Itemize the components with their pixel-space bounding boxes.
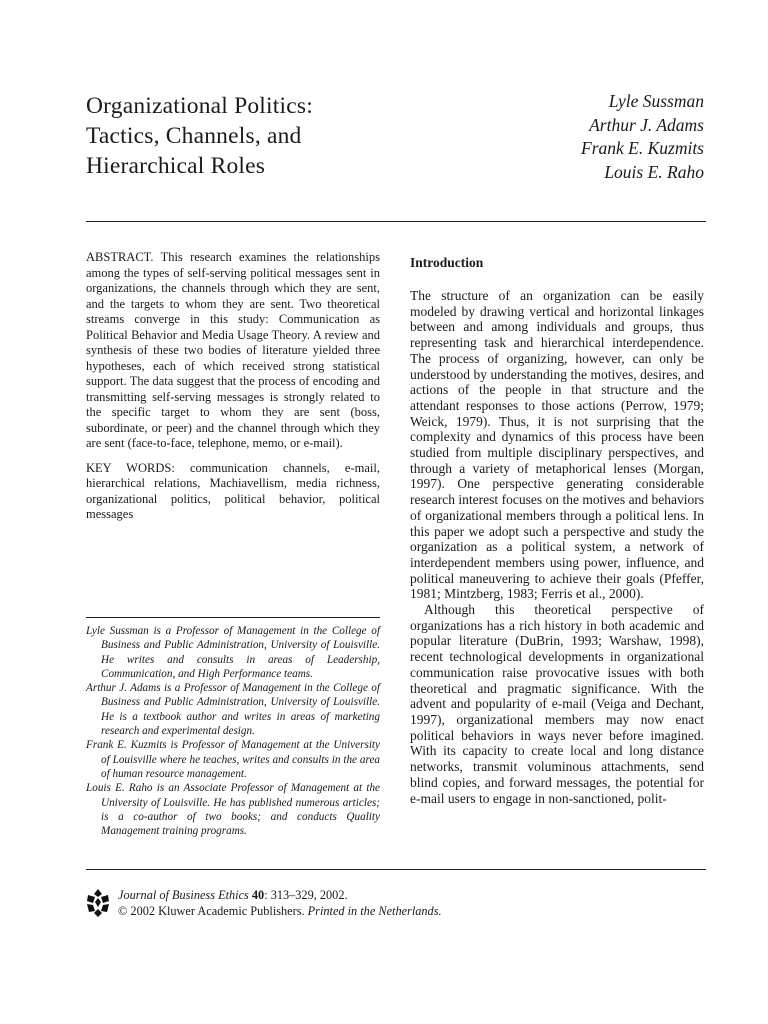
journal-footer xyxy=(86,886,706,926)
header-divider xyxy=(86,221,706,222)
footer-divider xyxy=(86,869,706,870)
introduction-section xyxy=(410,254,704,806)
kluwer-logo-icon xyxy=(86,888,110,918)
journal-name: Journal of Business Ethics xyxy=(118,888,249,902)
journal-volume: 40 xyxy=(251,888,265,902)
journal-citation xyxy=(118,888,442,919)
author-bios xyxy=(86,624,380,838)
author-name: Lyle Sussman xyxy=(608,91,704,111)
author-bio: Frank E. Kuzmits is Professor of Management at the University of Louisville where he teaches, writes and consults in the area of human resource management. xyxy=(86,739,380,780)
printed-text: Printed in the Netherlands. xyxy=(307,903,442,918)
article-title xyxy=(86,91,416,181)
copyright-text: © 2002 Kluwer Academic Publishers. xyxy=(118,903,305,918)
bio-divider xyxy=(86,617,380,618)
author-bio: Louis E. Raho is an Associate Professor of Management at the University of Louisville. He has published numerous articles; is a co-author of two books; and conducts Quality Management training programs. xyxy=(86,782,380,838)
author-name: Arthur J. Adams xyxy=(589,114,704,135)
author-name: Frank E. Kuzmits xyxy=(581,138,704,158)
keywords-text: KEY WORDS: communication channels, e-mail, hierarchical relations, Machiavellism, media richness, organizational politics, political behavior, political messages xyxy=(86,460,380,521)
title-line: Tactics, Channels, and xyxy=(86,123,302,149)
abstract-text: ABSTRACT. This research examines the relationships among the types of self-serving political messages sent in organizations, the channels through which they are sent, and the targets to whom they are sent. Two theoretical streams converge in this study: Communication as Political Behavior and Media Usage Theory. A review and synthesis of these two bodies of literature yielded three hypotheses, each of which received strong statistical support. The data suggest that the process of encoding and transmitting self-serving messages is strongly related to the specific target to whom they are sent (boss, subordinate, or peer) and the channel through which they are sent (face-to-face, telephone, memo, or e-mail). xyxy=(86,250,380,450)
body-paragraph: Although this theoretical perspective of organizations has a rich history in both academic and popular literature (DuBrin, 1993; Warshaw, 1998), recent technological developments in organizational communication raise provocative issues with both theoretical and pragmatic significance. With the advent and popularity of e-mail (Veiga and Dechant, 1997), organizational members may now enact political behaviors in ways never before imagined. With its capacity to create local and long distance networks, transmit voluminous attachments, send blind copies, and forward messages, the potential for e-mail users to engage in non-sanctioned, polit- xyxy=(410,602,704,806)
abstract-block xyxy=(86,250,380,532)
title-line: Hierarchical Roles xyxy=(86,153,266,179)
body-paragraph: The structure of an organization can be easily modeled by drawing vertical and horizontal linkages between and among individuals and groups, thus representing task and hierarchical interdependence. The process of organizing, however, can only be understood by understanding the motives, desires, and actions of the people in that structure and the attendant responses to those actions (Perrow, 1979; Weick, 1979). Thus, it is not surprising that the complexity and dynamics of this process have been studied from multiple disciplinary perspectives, and through a variety of metaphorical lenses (Morgan, 1997). One perspective generating considerable research interest focuses on the motives and behaviors of organizational members through a political lens. In this paper we adopt such a perspective and study the organization as a political system, a network of interdependent members using power, influence, and political maneuvering to achieve their goals (Pfeffer, 1981; Mintzberg, 1983; Ferris et al., 2000). xyxy=(410,288,704,602)
section-heading: Introduction xyxy=(410,255,484,270)
title-line: Organizational Politics: xyxy=(86,93,313,119)
journal-pages: : 313–329, 2002. xyxy=(264,888,348,902)
author-name: Louis E. Raho xyxy=(604,161,704,182)
author-bio: Lyle Sussman is a Professor of Management in the College of Business and Public Administration, University of Louisville. He writes and consults in areas of Leadership, Communication, and High Performance teams. xyxy=(86,625,380,680)
author-list xyxy=(581,90,704,184)
author-bio: Arthur J. Adams is a Professor of Management in the College of Business and Public Administration, University of Louisville. He is a textbook author and writes in areas of marketing research and experimental design. xyxy=(86,682,380,738)
